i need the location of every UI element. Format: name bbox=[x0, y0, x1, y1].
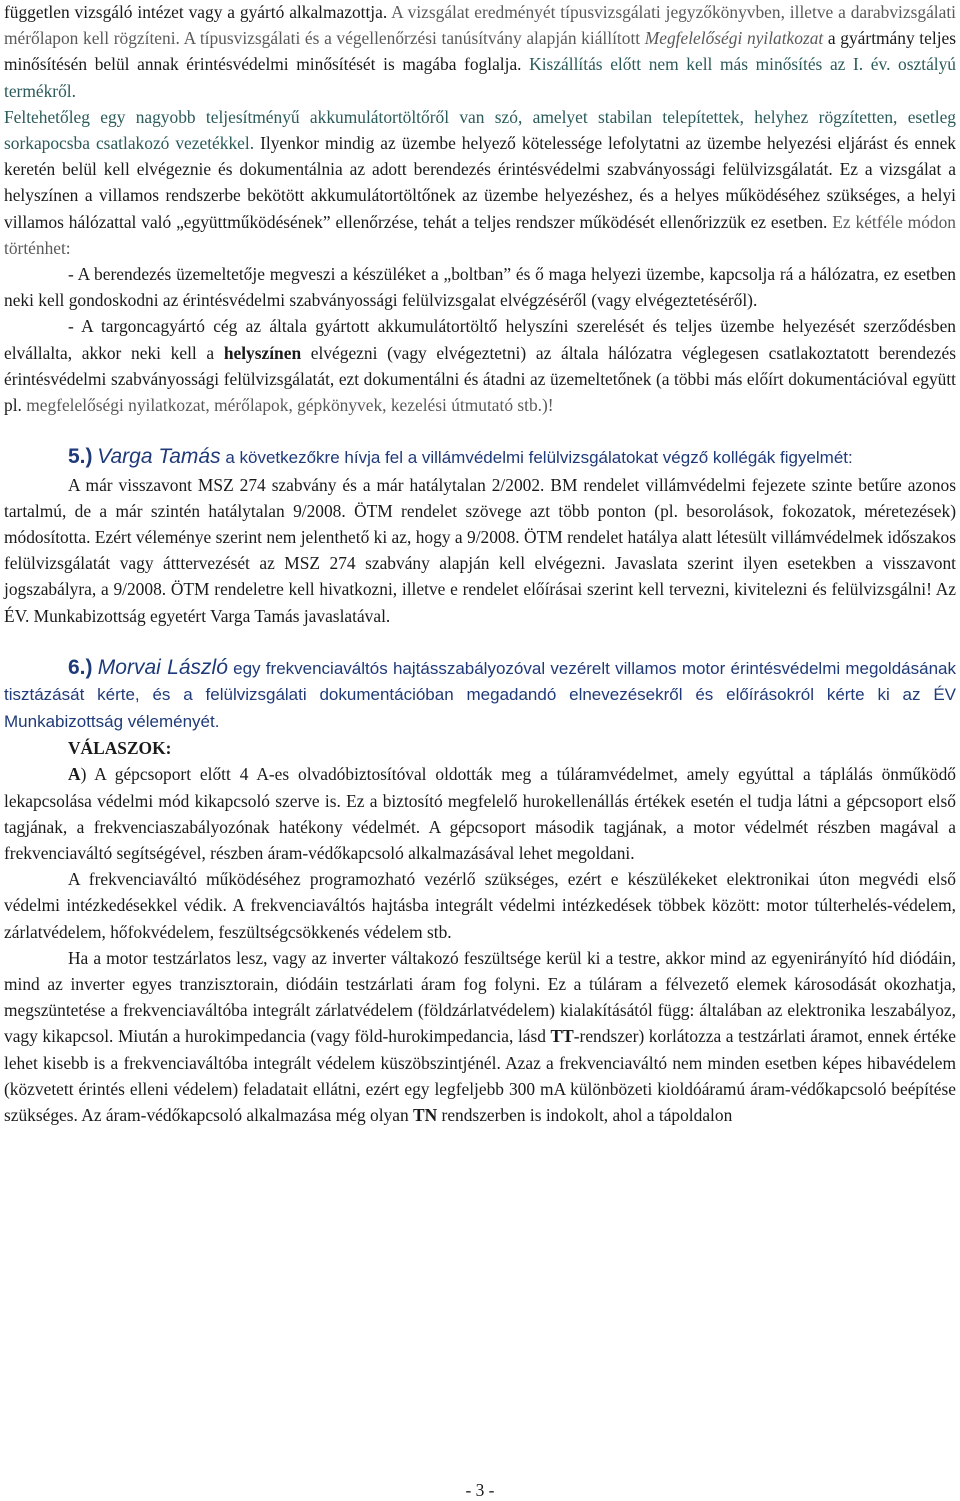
section-6-text: egy frekvenciaváltós hajtásszabályozóval vezérelt villamos motor érintésvédelmi megoldásának tisztázását kérte, és a felülvizsgálati dokumentációban megadandó elnevezésekről és előírásokról kérte ki az ÉV Munkabizottság véleményét. bbox=[4, 658, 956, 731]
paragraph-intro-text-e: Kiszállítás előtt nem kell más minősítés az I. év. osztályú termékről. bbox=[4, 54, 957, 101]
answer-a-text: ) A gépcsoport előtt 4 A-es olvadóbiztosítóval oldották meg a túláramvédelmet, amely egyúttal a táplálás önműködő lekapcsolása védelmi mód kikapcsoló szerve is. Ez a biztosító megfelelő hurokellenállás értékek esetén el tudja látni a gépcsoport első tagjának, a frekvenciaszabályozónak hatékony védelmét. A gépcsoport második tagjának, a motor védelmét részben magával a frekvenciaváltó segítségével, részben áram-védőkapcsoló alkalmazásával lehet megoldani. bbox=[4, 764, 956, 863]
spacer bbox=[4, 629, 956, 655]
page-number: - 3 - bbox=[465, 1480, 495, 1500]
section-6-heading bbox=[4, 655, 956, 735]
onsite-term: helyszínen bbox=[223, 342, 302, 363]
paragraph-inverter-protection: A frekvenciaváltó működéséhez programozható vezérlő szükséges, ezért e készülékeket elektronikai úton megvédi első védelmi intézkedésekkel védik. A frekvenciaváltós hajtásba integrált védelmi intézkedések többek között: motor túlterhelés-védelem, zárlatvédelem, hőfokvédelem, feszültségcsökkenés védelem stb. bbox=[4, 869, 956, 942]
answers-title bbox=[4, 735, 956, 761]
paragraph-option-2-text-d: megfelelőségi nyilatkozat, mérőlapok, gépkönyvek, kezelési útmutató stb.)! bbox=[26, 395, 554, 416]
tn-system-term: TN bbox=[413, 1104, 438, 1125]
section-5-heading bbox=[4, 444, 956, 471]
paragraph-intro-text-a: független vizsgáló intézet vagy a gyártó alkalmazottja. bbox=[4, 2, 392, 22]
paragraph-option-2 bbox=[4, 313, 956, 418]
section-5-number: 5.) bbox=[68, 445, 93, 469]
paragraph-charger-text-c: Ez a vizsgálat a helyszínen a villamos rendszerbe bekötött akkumulátortöltőnek az üzembe helyezéshez, és a helyes működéséhez szükséges, a helyi villamos hálózattal való „együttműködésének” ellenőrzése, tehát a teljes rendszer működését ellenőrizzük ez esetben. bbox=[4, 159, 956, 232]
section-5-person: Varga Tamás bbox=[97, 445, 221, 469]
answers-title-text: VÁLASZOK: bbox=[68, 738, 172, 759]
paragraph-option-1: - A berendezés üzemeltetője megveszi a készüléket a „boltban” és ő maga helyezi üzembe, kapcsolja rá a hálózatra, ez esetben neki kell gondoskodni az érintésvédelmi szabványossági felülvizsgalat elvégzéséről (vagy elvégeztetéséről). bbox=[4, 264, 956, 311]
paragraph-intro-text-d: a gyártmány teljes minősítésén belül annak érintésvédelmi minősítését is magába foglalja. bbox=[4, 28, 957, 75]
paragraph-lightning: A már visszavont MSZ 274 szabvány és a már hatálytalan 2/2002. BM rendelet villámvédelmi fejezete szinte betűre azonos tartalmú, de a már szintén hatálytalan 9/2008. ÖTM rendelet szövege azt több ponton (pl. besorolások, fokozatok, méretezések) módosította. Ezért véleménye szerint nem jelenthető ki az, hogy a 9/2008. ÖTM rendelet hatálya alatt létesült villámvédelmek időszakos felülvizsgálatát vagy átttervezését az MSZ 274 szabvány alapján kell elvégezni. Javaslata szerint ilyen esetekben a visszavont jogszabályra, a 9/2008. ÖTM rendeletre kell hivatkozni, illetve e rendelet előírásai szerint kell tervezni, kivitelezni és felülvizsgálni! Az ÉV. Munkabizottság egyetért Varga Tamás javaslatával. bbox=[4, 474, 956, 626]
paragraph-fault-current-text-e: rendszerben is indokolt, ahol a tápoldalon bbox=[437, 1104, 733, 1125]
answer-a-label: A bbox=[68, 764, 81, 785]
paragraph-fault-current-text-a: Ha a motor testzárlatos lesz, vagy az inverter váltakozó feszültsége kerül ki a testre, akkor mind az egyenirányító híd diódáin, mind az inverter egyes tranzisztorain, diódáin testzárlati áram fog folyni. Ez a túláram a félvezető elemek károsodását okozhatja, megszüntetése a frekvenciaváltóba integrált zárlatvédelem (földzárlatvédelem) kialakításától függ: általában az elektronika leszabályoz, vagy kikapcsol. Miután a hurokimpedancia (vagy föld-hurokimpedancia, lásd bbox=[4, 947, 956, 1047]
paragraph-option-2-text-c: elvégezni (vagy elvégeztetni) az általa hálózatra véglegesen csatlakoztatott berendezés érintésvédelmi szabványossági felülvizsgálatát, ezt dokumentálni és átadni az üzemeltetőnek (a többi más előírt dokumentációval együtt pl. bbox=[4, 342, 956, 416]
paragraph-fault-current-text-c: -rendszer) korlátozza a testzárlati áramot, ennek értéke lehet kisebb is a frekvenciaváltóba integrált védelem küszöbszintjénél. Azaz a frekvenciaváltó nem minden esetben képes hibavédelem (közvetett érintés elleni védelem) feladatait ellátni, ezért egy legfeljebb 300 mA különbözeti kioldóáramú áram-védőkapcsoló beépítése szükséges. Az áram-védőkapcsoló alkalmazása még olyan bbox=[4, 1026, 957, 1125]
section-5-text: a következőkre hívja fel a villámvédelmi felülvizsgálatokat végző kollégák figyelmét: bbox=[220, 448, 853, 468]
paragraph-charger-text-a: Feltehetőleg egy nagyobb teljesítményű akkumulátortöltőről van szó, amelyet stabilan telepítettek, helyhez rögzítetten, esetleg sorkapocsba csatlakozó vezetékkel. bbox=[4, 106, 956, 154]
answer-a bbox=[4, 761, 956, 866]
paragraph-charger-text-b: Ilyenkor mindig az üzembe helyező kötelessége lefolytatni az üzembe helyezési eljárást és ennek keretén belül kell elvégeznie és dokumentálnia az adott berendezés érintésvédelmi szabványossági felülvizsgálatát. bbox=[4, 133, 957, 180]
section-6-number: 6.) bbox=[68, 655, 93, 679]
paragraph-option-2-text-a: - A targoncagyártó cég az általa gyártott akkumulátortöltő helyszíni szerelését és teljes üzembe helyezését szerződésben elvállalta, akkor neki kell a bbox=[4, 316, 956, 363]
paragraph-charger-text-d: Ez kétféle módon történhet: bbox=[4, 211, 956, 258]
tt-system-term: TT bbox=[550, 1026, 574, 1047]
paragraph-charger bbox=[4, 104, 956, 261]
section-6-person: Morvai László bbox=[97, 655, 228, 679]
paragraph-intro-text-b: A vizsgálat eredményét típusvizsgálati jegyzőkönyvben, illetve a darabvizsgálati mérőlapon kell rögzíteni. A típusvizsgálati és a végellenőrzési tanúsítvány alapján kiállított bbox=[4, 2, 956, 49]
paragraph-intro bbox=[4, 0, 956, 104]
declaration-term: Megfelelőségi nyilatkozat bbox=[644, 28, 824, 49]
spacer bbox=[4, 418, 956, 444]
paragraph-fault-current bbox=[4, 945, 956, 1128]
